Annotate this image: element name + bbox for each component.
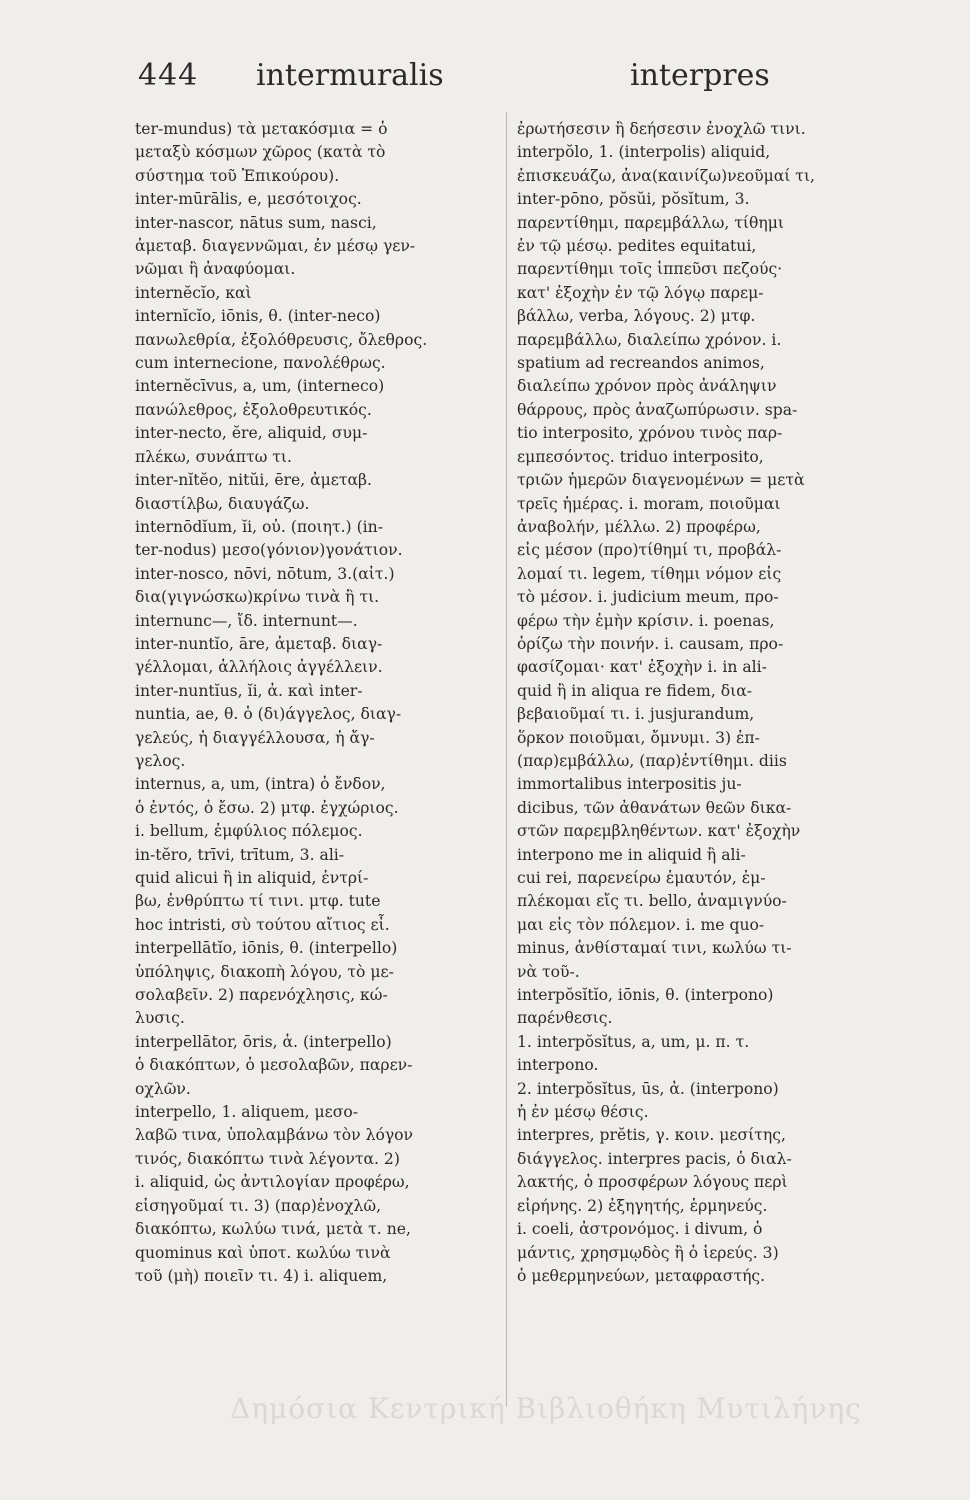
entry-line: λαβῶ τινα, ὑπολαμβάνω τὸν λόγον	[135, 1126, 414, 1145]
entry-line: inter-necto, ĕre, aliquid, συμ-	[135, 424, 368, 443]
entry-line: εἰρήνης. 2) ἐξηγητής, ἑρμηνεύς.	[517, 1196, 768, 1215]
entry-line: πλέκομαι εἴς τι. bello, ἀναμιγνύο-	[517, 892, 787, 911]
entry-line: i. aliquid, ὡς ἀντιλογίαν προφέρω,	[135, 1173, 410, 1192]
entry-line: interpello, 1. aliquem, μεσο-	[135, 1103, 359, 1122]
entry-line: τὸ μέσον. i. judicium meum, προ-	[517, 588, 779, 607]
entry-line: οχλῶν.	[135, 1079, 191, 1098]
entry-line: ὁ μεθερμηνεύων, μεταφραστής.	[517, 1266, 766, 1285]
entry-line: inter-mūrālis, e, μεσότοιχος.	[135, 190, 362, 209]
entry-line: inter-nuntĭus, ĭi, ἀ. καὶ inter-	[135, 681, 363, 700]
entry-line: παρένθεσις.	[517, 1009, 613, 1028]
right-running-head: interpres	[630, 58, 770, 93]
entry-line: λακτής, ὁ προσφέρων λόγους περὶ	[517, 1173, 788, 1192]
entry-line: internĕcĭo, καὶ	[135, 283, 252, 302]
entry-line: ἐν τῷ μέσῳ. pedites equitatui,	[517, 237, 757, 256]
entry-line: ter-mundus) τὰ μετακόσμια = ὁ	[135, 120, 388, 138]
entry-line: τοῦ (μὴ) ποιεῖν τι. 4) i. aliquem,	[135, 1266, 388, 1285]
entry-line: interpono me in aliquid ἢ ali-	[517, 845, 746, 864]
entry-line: internōdĭum, ĭi, οὐ. (ποιητ.) (in-	[135, 517, 383, 536]
entry-line: ὁρίζω τὴν ποινήν. i. causam, προ-	[517, 634, 784, 653]
page-number: 444	[138, 58, 199, 93]
entry-line: ἡ ἐν μέσῳ θέσις.	[517, 1103, 649, 1122]
entry-line: quid alicui ἢ in aliquid, ἐντρί-	[135, 869, 369, 887]
entry-line: μεταξὺ κόσμων χῶρος (κατὰ τὸ	[135, 143, 386, 162]
entry-line: internĕcīvus, a, um, (interneco)	[135, 377, 385, 396]
entry-line: inter-pōno, pŏsŭi, pŏsĭtum, 3.	[517, 190, 750, 209]
entry-line: ὁ διακόπτων, ὁ μεσολαβῶν, παρεν-	[135, 1056, 413, 1075]
entry-line: εἰς μέσον (προ)τίθημί τι, προβάλ-	[517, 541, 782, 560]
entry-line: βεβαιοῦμαί τι. i. jusjurandum,	[517, 705, 755, 724]
entry-line: γελεύς, ἡ διαγγέλλουσα, ἡ ἄγ-	[135, 728, 375, 747]
entry-line: διαλείπω χρόνον πρὸς ἀνάληψιν	[517, 377, 777, 396]
entry-line: i. bellum, ἐμφύλιος πόλεμος.	[135, 822, 363, 841]
entry-line: inter-nosco, nōvi, nōtum, 3.(αἰτ.)	[135, 564, 395, 583]
entry-line: νῶμαι ἢ ἀναφύομαι.	[135, 260, 296, 279]
entry-line: quominus καὶ ὑποτ. κωλύω τινὰ	[135, 1243, 391, 1262]
entry-line: τριῶν ἡμερῶν διαγενομένων = μετὰ	[517, 471, 805, 490]
entry-line: πανωλεθρία, ἐξολόθρευσις, ὄλεθρος.	[135, 330, 428, 349]
entry-line: κατ' ἐξοχὴν ἐν τῷ λόγῳ παρεμ-	[517, 283, 764, 302]
entry-line: ὑπόληψις, διακοπὴ λόγου, τὸ με-	[135, 962, 394, 981]
entry-line: interpellātor, ōris, ἀ. (interpello)	[135, 1032, 392, 1051]
entry-line: inter-nuntĭo, āre, ἀμεταβ. διαγ-	[135, 634, 383, 653]
entry-line: παρεντίθημι, παρεμβάλλω, τίθημι	[517, 213, 784, 232]
entry-line: πανώλεθρος, ἐξολοθρευτικός.	[135, 400, 372, 419]
entry-line: tio interposito, χρόνου τινὸς παρ-	[517, 424, 783, 443]
entry-line: στῶν παρεμβληθέντων. κατ' ἐξοχὴν	[517, 822, 801, 841]
left-column	[135, 118, 510, 1288]
entry-line: ὁ ἐντός, ὁ ἔσω. 2) μτφ. ἐγχώριος.	[135, 798, 399, 817]
entry-line: internĭcĭo, iōnis, θ. (inter-neco)	[135, 307, 381, 326]
library-watermark: Δημόσια Κεντρική Βιβλιοθήκη Μυτιλήνης	[230, 1392, 862, 1425]
left-running-head: intermuralis	[256, 58, 444, 93]
entry-line: φασίζομαι· κατ' ἐξοχὴν i. in ali-	[517, 658, 767, 677]
entry-line: quid ἢ in aliqua re fidem, δια-	[517, 681, 753, 700]
entry-line: ὅρκον ποιοῦμαι, ὄμνυμι. 3) ἐπ-	[517, 728, 760, 747]
entry-line: cum internecione, πανολέθρως.	[135, 354, 386, 373]
entry-line: interpres, prĕtis, γ. κοιν. μεσίτης,	[517, 1126, 786, 1145]
entry-line: βω, ἐνθρύπτω τί τινι. μτφ. tute	[135, 892, 381, 911]
entry-line: φέρω τὴν ἐμὴν κρίσιν. i. poenas,	[517, 611, 775, 630]
entry-line: σύστημα τοῦ Ἐπικούρου).	[135, 166, 340, 185]
entry-line: θάρρους, πρὸς ἀναζωπύρωσιν. spa-	[517, 400, 798, 419]
entry-line: in-tĕro, trīvi, trītum, 3. ali-	[135, 845, 345, 864]
entry-line: (παρ)εμβάλλω, (παρ)ἐντίθημι. diis	[517, 751, 787, 770]
entry-line: dicibus, τῶν ἀθανάτων θεῶν δικα-	[517, 798, 792, 817]
entry-line: μάντις, χρησμῳδὸς ἢ ὁ ἱερεύς. 3)	[517, 1243, 779, 1262]
entry-line: εἰσηγοῦμαί τι. 3) (παρ)ἐνοχλῶ,	[135, 1196, 382, 1215]
entry-line: εμπεσόντος. triduo interposito,	[517, 447, 764, 466]
entry-line: τρεῖς ἡμέρας. i. moram, ποιοῦμαι	[517, 494, 781, 513]
entry-line: λομαί τι. legem, τίθημι νόμον εἰς	[517, 564, 782, 583]
entry-line: immortalibus interpositis ju-	[517, 775, 742, 794]
entry-line: ἐρωτήσεσιν ἢ δεήσεσιν ἐνοχλῶ τινι.	[517, 120, 806, 138]
entry-line: inter-nĭtĕo, nitŭi, ēre, ἀμεταβ.	[135, 471, 373, 490]
entry-line: βάλλω, verba, λόγους. 2) μτφ.	[517, 307, 756, 326]
entry-line: inter-nascor, nātus sum, nasci,	[135, 213, 377, 232]
entry-line: interpŏlo, 1. (interpolis) aliquid,	[517, 143, 771, 162]
entry-line: 1. interpŏsĭtus, a, um, μ. π. τ.	[517, 1032, 750, 1051]
entry-line: ἀμεταβ. διαγεννῶμαι, ἐν μέσῳ γεν-	[135, 237, 416, 256]
entry-line: hoc intristi, σὺ τούτου αἴτιος εἶ.	[135, 915, 390, 934]
entry-line: διακόπτω, κωλύω τινά, μετὰ τ. ne,	[135, 1220, 411, 1239]
entry-line: spatium ad recreandos animos,	[517, 354, 765, 373]
entry-line: i. coeli, ἀστρονόμος. i divum, ὁ	[517, 1220, 763, 1239]
entry-line: nuntia, ae, θ. ὁ (δι)άγγελος, διαγ-	[135, 705, 402, 724]
page-header	[0, 58, 970, 108]
entry-line: internunc—, ἴδ. internunt—.	[135, 611, 358, 630]
entry-line: νὰ τοῦ-.	[517, 962, 580, 981]
entry-line: ἐπισκευάζω, ἀνα(καινίζω)νεοῦμαί τι,	[517, 166, 816, 185]
entry-line: λυσις.	[135, 1009, 185, 1028]
entry-line: διαστίλβω, διαυγάζω.	[135, 494, 310, 513]
entry-line: τινός, διακόπτω τινὰ λέγοντα. 2)	[135, 1149, 400, 1168]
entry-line: γέλλομαι, ἀλλήλοις ἀγγέλλειν.	[135, 658, 383, 677]
entry-line: σολαβεῖν. 2) παρενόχλησις, κώ-	[135, 986, 388, 1005]
entry-line: interpellātĭo, iōnis, θ. (interpello)	[135, 939, 398, 958]
right-column	[517, 118, 899, 1288]
entry-line: internus, a, um, (intra) ὁ ἔνδον,	[135, 775, 386, 794]
entry-line: δια(γιγνώσκω)κρίνω τινὰ ἢ τι.	[135, 588, 380, 607]
entry-line: cui rei, παρενείρω ἐμαυτόν, ἐμ-	[517, 869, 766, 887]
entry-line: 2. interpŏsĭtus, ūs, ἀ. (interpono)	[517, 1079, 779, 1098]
entry-line: παρεντίθημι τοῖς ἱππεῦσι πεζούς·	[517, 260, 783, 279]
entry-line: γελος.	[135, 751, 186, 770]
entry-line: μαι εἰς τὸν πόλεμον. i. me quo-	[517, 915, 765, 934]
entry-line: interpŏsĭtĭo, iōnis, θ. (interpono)	[517, 986, 774, 1005]
entry-line: ter-nodus) μεσο(γόνιον)γονάτιον.	[135, 541, 403, 560]
entry-line: ἀναβολήν, μέλλω. 2) προφέρω,	[517, 517, 761, 536]
entry-line: παρεμβάλλω, διαλείπω χρόνον. i.	[517, 330, 782, 349]
entry-line: πλέκω, συνάπτω τι.	[135, 447, 292, 466]
entry-line: interpono.	[517, 1056, 599, 1075]
entry-line: διάγγελος. interpres pacis, ὁ διαλ-	[517, 1149, 792, 1168]
entry-line: minus, ἀνθίσταμαί τινι, κωλύω τι-	[517, 939, 792, 958]
